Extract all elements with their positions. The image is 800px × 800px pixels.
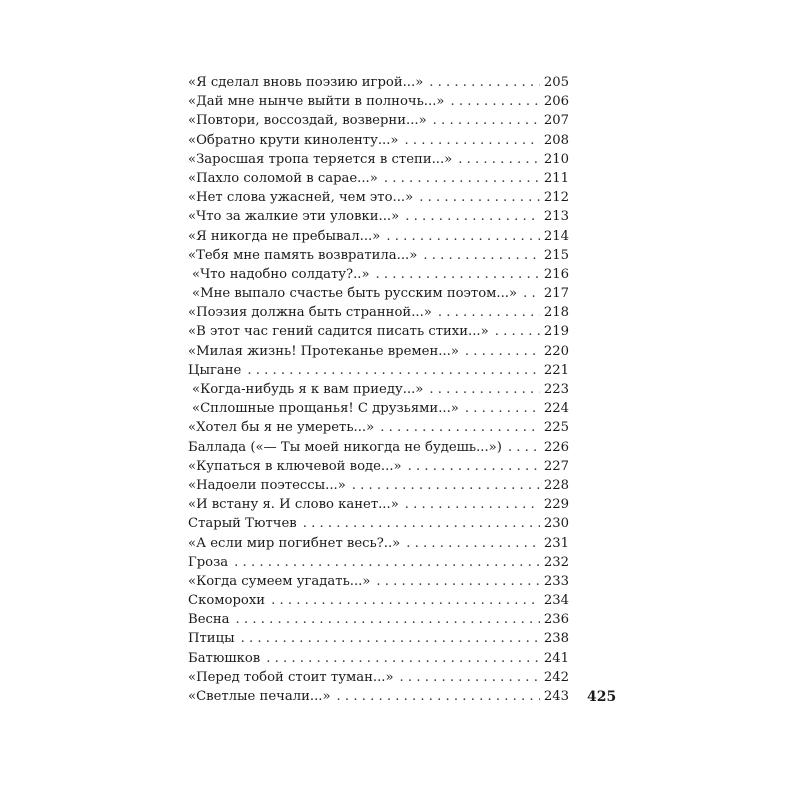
toc-entry: [188, 361, 569, 380]
dot-leader: [384, 169, 540, 188]
dot-leader: [241, 629, 540, 648]
dot-leader: [271, 591, 540, 610]
toc-entry-title: «Когда сумеем угадать...»: [188, 573, 371, 589]
toc-entry-page: 216: [543, 266, 569, 282]
toc-entry: [188, 265, 569, 284]
toc-entry-title: «Дай мне нынче выйти в полночь...»: [188, 94, 445, 110]
dot-leader: [236, 610, 540, 629]
dot-leader: [386, 227, 540, 246]
toc-entry: [188, 92, 569, 111]
toc-entry-page: 213: [543, 209, 569, 225]
toc-entry-title: «Пахло соломой в сарае...»: [188, 170, 378, 186]
toc-entry: [188, 246, 569, 265]
toc-entry: [188, 534, 569, 553]
toc-entry: [188, 111, 569, 130]
toc-entry: [188, 668, 569, 687]
toc-entry: [188, 227, 569, 246]
toc-entry: [188, 418, 569, 437]
dot-leader: [433, 111, 540, 130]
toc-entry-page: 241: [543, 650, 569, 666]
dot-leader: [247, 361, 539, 380]
toc-entry-title: Баллада («— Ты моей никогда не будешь...»): [188, 439, 502, 455]
toc-entry-title: «Я никогда не пребывал...»: [188, 228, 381, 244]
toc-entry-title: «Сплошные прощанья! С друзьями...»: [192, 401, 459, 417]
toc-entry-page: 224: [543, 401, 569, 417]
dot-leader: [405, 131, 540, 150]
toc-entry-page: 205: [543, 75, 569, 90]
toc-entry-title: «Повтори, воссоздай, возверни...»: [188, 113, 427, 129]
toc-entry-page: 210: [543, 151, 569, 167]
toc-entry-title: «Что за жалкие эти уловки...»: [188, 209, 400, 225]
toc-entry-title: «Купаться в ключевой воде...»: [188, 458, 402, 474]
page-number: 425: [587, 689, 617, 705]
toc-entry: [188, 303, 569, 322]
toc-entry-page: 219: [543, 324, 569, 340]
toc-entry-title: «Заросшая тропа теряется в степи...»: [188, 151, 453, 167]
dot-leader: [405, 495, 540, 514]
toc-entry: [188, 629, 569, 648]
toc-entry-page: 234: [543, 593, 569, 609]
toc-entry: [188, 572, 569, 591]
toc-entry-title: Старый Тютчев: [188, 516, 297, 532]
toc-entry-page: 206: [543, 94, 569, 110]
toc-entry: [188, 188, 569, 207]
table-of-contents: [188, 73, 569, 706]
toc-entry-title: «Перед тобой стоит туман...»: [188, 669, 394, 685]
toc-entry-title: «Мне выпало счастье быть русским поэтом...»: [192, 286, 518, 302]
dot-leader: [429, 380, 539, 399]
dot-leader: [523, 284, 540, 303]
toc-entry-title: «Поэзия должна быть странной...»: [188, 305, 432, 321]
toc-entry-page: 227: [543, 458, 569, 474]
dot-leader: [495, 322, 540, 341]
toc-entry: [188, 284, 569, 303]
toc-entry-page: 231: [543, 535, 569, 551]
toc-entry-page: 238: [543, 631, 569, 647]
dot-leader: [266, 649, 540, 668]
toc-entry-page: 218: [543, 305, 569, 321]
toc-entry: [188, 438, 569, 457]
toc-entry-title: «Когда-нибудь я к вам приеду...»: [192, 382, 424, 397]
dot-leader: [419, 188, 540, 207]
toc-entry-page: 215: [543, 247, 569, 263]
toc-entry-title: «Нет слова ужасней, чем это...»: [188, 190, 414, 206]
toc-entry-title: Весна: [188, 612, 230, 628]
toc-entry-title: «В этот час гений садится писать стихи...»: [188, 324, 489, 340]
toc-entry-title: «А если мир погибнет весь?..»: [188, 535, 401, 551]
dot-leader: [400, 668, 540, 687]
toc-entry-page: 207: [543, 113, 569, 129]
dot-leader: [376, 572, 539, 591]
toc-entry: [188, 322, 569, 341]
toc-entry-page: 212: [543, 190, 569, 206]
toc-entry-title: Батюшков: [188, 650, 261, 666]
toc-entry-page: 221: [543, 362, 569, 378]
toc-entry: [188, 649, 569, 668]
toc-entry: [188, 476, 569, 495]
toc-entry: [188, 553, 569, 572]
dot-leader: [303, 514, 540, 533]
toc-entry: [188, 610, 569, 629]
toc-entry-title: «Тебя мне память возвратила...»: [188, 247, 418, 263]
toc-entry-page: 242: [543, 669, 569, 685]
dot-leader: [337, 687, 540, 706]
toc-entry-title: «И встану я. И слово канет...»: [188, 497, 399, 513]
toc-entry-title: «Светлые печали...»: [188, 689, 331, 704]
toc-entry: [188, 73, 569, 92]
toc-entry-page: 229: [543, 497, 569, 513]
toc-entry-page: 225: [543, 420, 569, 436]
toc-entry-title: «Хотел бы я не умереть...»: [188, 420, 375, 436]
dot-leader: [234, 553, 540, 572]
dot-leader: [465, 342, 540, 361]
toc-entry-page: 214: [543, 228, 569, 244]
toc-entry-page: 228: [543, 477, 569, 493]
dot-leader: [406, 534, 540, 553]
toc-entry-title: Скоморохи: [188, 593, 266, 609]
dot-leader: [380, 418, 540, 437]
toc-entry: [188, 380, 569, 399]
toc-entry-page: 211: [543, 170, 569, 186]
dot-leader: [352, 476, 540, 495]
toc-entry: [188, 591, 569, 610]
toc-entry-title: Птицы: [188, 631, 235, 647]
toc-entry: [188, 131, 569, 150]
toc-entry-page: 236: [543, 612, 569, 628]
toc-entry-page: 226: [543, 439, 569, 455]
toc-entry-title: «Что надобно солдату?..»: [192, 266, 370, 282]
toc-entry-page: 243: [543, 689, 569, 704]
toc-entry-title: Цыгане: [188, 362, 242, 378]
dot-leader: [438, 303, 540, 322]
toc-entry-page: 217: [543, 286, 569, 302]
toc-entry-page: 233: [543, 573, 569, 589]
toc-entry-page: 223: [543, 382, 569, 397]
toc-entry-page: 230: [543, 516, 569, 532]
dot-leader: [376, 265, 540, 284]
dot-leader: [423, 246, 540, 265]
toc-entry-title: Гроза: [188, 554, 229, 570]
toc-entry-page: 220: [543, 343, 569, 359]
dot-leader: [405, 207, 540, 226]
toc-entry: [188, 207, 569, 226]
dot-leader: [408, 457, 540, 476]
toc-entry-page: 232: [543, 554, 569, 570]
toc-entry-title: «Надоели поэтессы...»: [188, 477, 346, 493]
dot-leader: [465, 399, 540, 418]
toc-entry: [188, 457, 569, 476]
toc-entry: [188, 150, 569, 169]
dot-leader: [458, 150, 540, 169]
toc-entry-title: «Обратно крути киноленту...»: [188, 132, 399, 148]
toc-entry: [188, 399, 569, 418]
toc-entry: [188, 514, 569, 533]
toc-entry: [188, 169, 569, 188]
toc-entry: [188, 495, 569, 514]
toc-entry-title: «Я сделал вновь поэзию игрой...»: [188, 75, 424, 90]
toc-entry: [188, 687, 569, 706]
dot-leader: [429, 73, 540, 92]
toc-entry-page: 208: [543, 132, 569, 148]
dot-leader: [508, 438, 540, 457]
toc-entry: [188, 342, 569, 361]
dot-leader: [450, 92, 539, 111]
toc-entry-title: «Милая жизнь! Протеканье времен...»: [188, 343, 459, 359]
